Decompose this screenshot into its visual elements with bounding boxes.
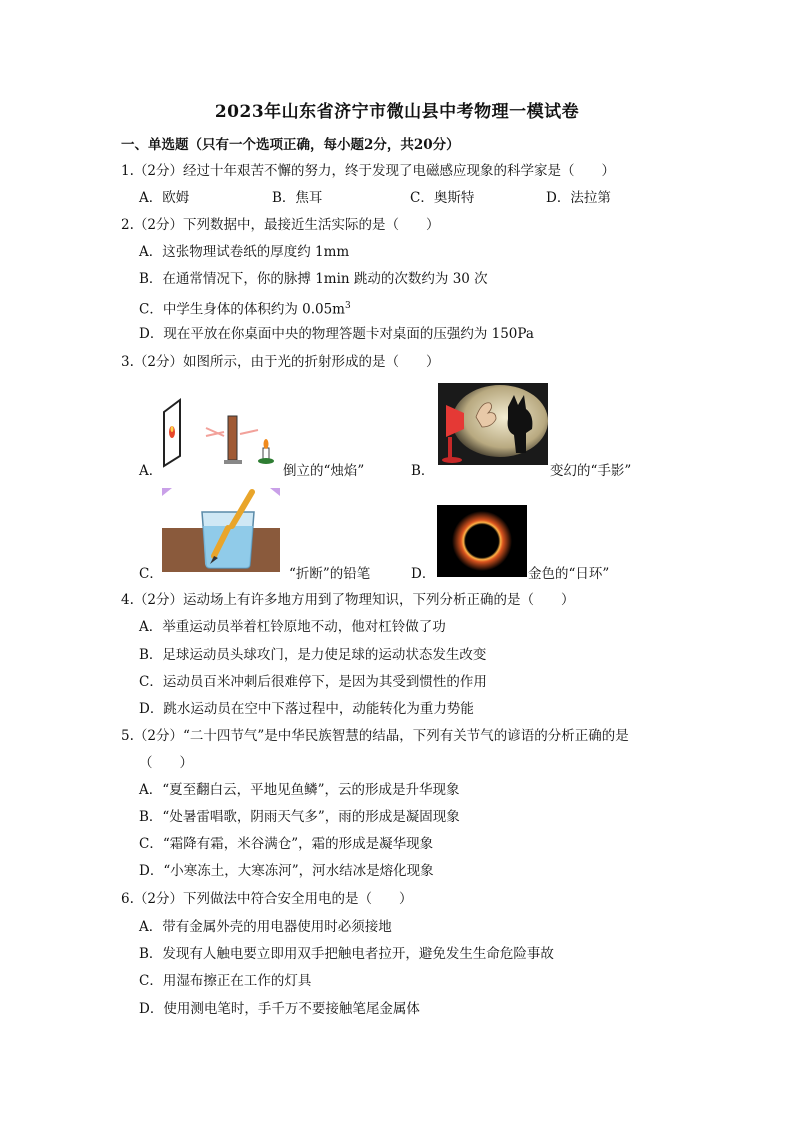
q1-option-a: A．欧姆 xyxy=(139,190,190,206)
lamp-pole xyxy=(448,437,452,459)
q3-option-c-label: C． xyxy=(139,566,163,582)
q2-option-b: B．在通常情况下，你的脉搏 1min 跳动的次数约为 30 次 xyxy=(139,271,488,287)
q4-option-a: A．举重运动员举着杠铃原地不动，他对杠铃做了功 xyxy=(139,619,446,635)
q6-option-d: D．使用测电笔时，手千万不要接触笔尾金属体 xyxy=(139,1001,420,1017)
lamp-base xyxy=(442,457,462,463)
q3-option-d-label: D． xyxy=(411,566,436,582)
q2-option-a: A．这张物理试卷纸的厚度约 1mm xyxy=(139,244,350,260)
figure-b-hand-shadow xyxy=(438,383,548,465)
candle-flame xyxy=(264,439,269,449)
question-3-stem: 3.（2分）如图所示，由于光的折射形成的是（ ） xyxy=(121,354,440,370)
q2-option-c xyxy=(139,296,351,320)
q5-option-d: D．“小寒冻土，大寒冻河”，河水结冰是熔化现象 xyxy=(139,863,434,879)
q5-option-b: B．“处暑雷唱歌，阴雨天气多”，雨的形成是凝固现象 xyxy=(139,809,460,825)
moon-disk xyxy=(466,525,498,557)
q5-option-a: A．“夏至翻白云，平地见鱼鳞”，云的形成是升华现象 xyxy=(139,782,460,798)
q6-option-c: C．用湿布擦正在工作的灯具 xyxy=(139,973,312,989)
figure-d-solar-annulus xyxy=(437,505,527,577)
q2-option-d: D．现在平放在你桌面中央的物理答题卡对桌面的压强约为 150Pa xyxy=(139,326,534,342)
question-5-stem: 5.（2分）“二十四节气”是中华民族智慧的结晶，下列有关节气的谚语的分析正确的是 xyxy=(121,728,629,744)
q4-option-c: C．运动员百米冲刺后很难停下，是因为其受到惯性的作用 xyxy=(139,674,487,690)
q6-option-b: B．发现有人触电要立即用双手把触电者拉开，避免发生生命危险事故 xyxy=(139,946,554,962)
q3-option-c-caption: “折断”的铅笔 xyxy=(289,566,371,582)
q5-option-c: C．“霜降有霜，米谷满仓”，霜的形成是凝华现象 xyxy=(139,836,434,852)
corner-mark xyxy=(162,488,172,496)
question-2-stem: 2.（2分）下列数据中，最接近生活实际的是（ ） xyxy=(121,217,440,233)
q3-option-b-label: B． xyxy=(411,463,435,479)
q2-option-c-exponent: 3 xyxy=(344,301,351,311)
q2-option-c-text: C．中学生身体的体积约为 0.05m xyxy=(139,301,345,318)
question-5-stem-continued: （ ） xyxy=(139,755,193,771)
q1-option-d: D．法拉第 xyxy=(546,190,611,206)
q3-option-a-label: A． xyxy=(139,463,163,479)
candle-holder xyxy=(258,458,274,464)
light-ray xyxy=(240,430,258,434)
q1-option-b: B．焦耳 xyxy=(272,190,323,206)
q3-option-b-caption: 变幻的“手影” xyxy=(550,463,632,479)
q1-option-c: C．奥斯特 xyxy=(410,190,475,206)
figure-a-inverted-flame xyxy=(160,398,278,468)
q4-option-b: B．足球运动员头球攻门，是力使足球的运动状态发生改变 xyxy=(139,647,487,663)
question-4-stem: 4.（2分）运动场上有许多地方用到了物理知识，下列分析正确的是（ ） xyxy=(121,592,575,608)
board-stand xyxy=(224,460,242,464)
q3-option-a-caption: 倒立的“烛焰” xyxy=(283,463,365,479)
light-circle xyxy=(452,385,548,457)
question-1-stem: 1.（2分）经过十年艰苦不懈的努力，终于发现了电磁感应现象的科学家是（ ） xyxy=(121,163,615,179)
q3-option-d-caption: 金色的“日环” xyxy=(528,566,610,582)
inverted-flame-core xyxy=(171,426,174,432)
question-6-stem: 6.（2分）下列做法中符合安全用电的是（ ） xyxy=(121,891,413,907)
q6-option-a: A．带有金属外壳的用电器使用时必须接地 xyxy=(139,919,392,935)
corner-mark xyxy=(270,488,280,496)
pinhole-board xyxy=(228,416,237,460)
section-heading: 一、单选题（只有一个选项正确，每小题2分，共20分） xyxy=(121,137,460,153)
q4-option-d: D．跳水运动员在空中下落过程中，动能转化为重力势能 xyxy=(139,701,474,717)
page-title: 2023年山东省济宁市微山县中考物理一模试卷 xyxy=(214,102,580,122)
figure-c-bent-pencil xyxy=(162,488,280,572)
